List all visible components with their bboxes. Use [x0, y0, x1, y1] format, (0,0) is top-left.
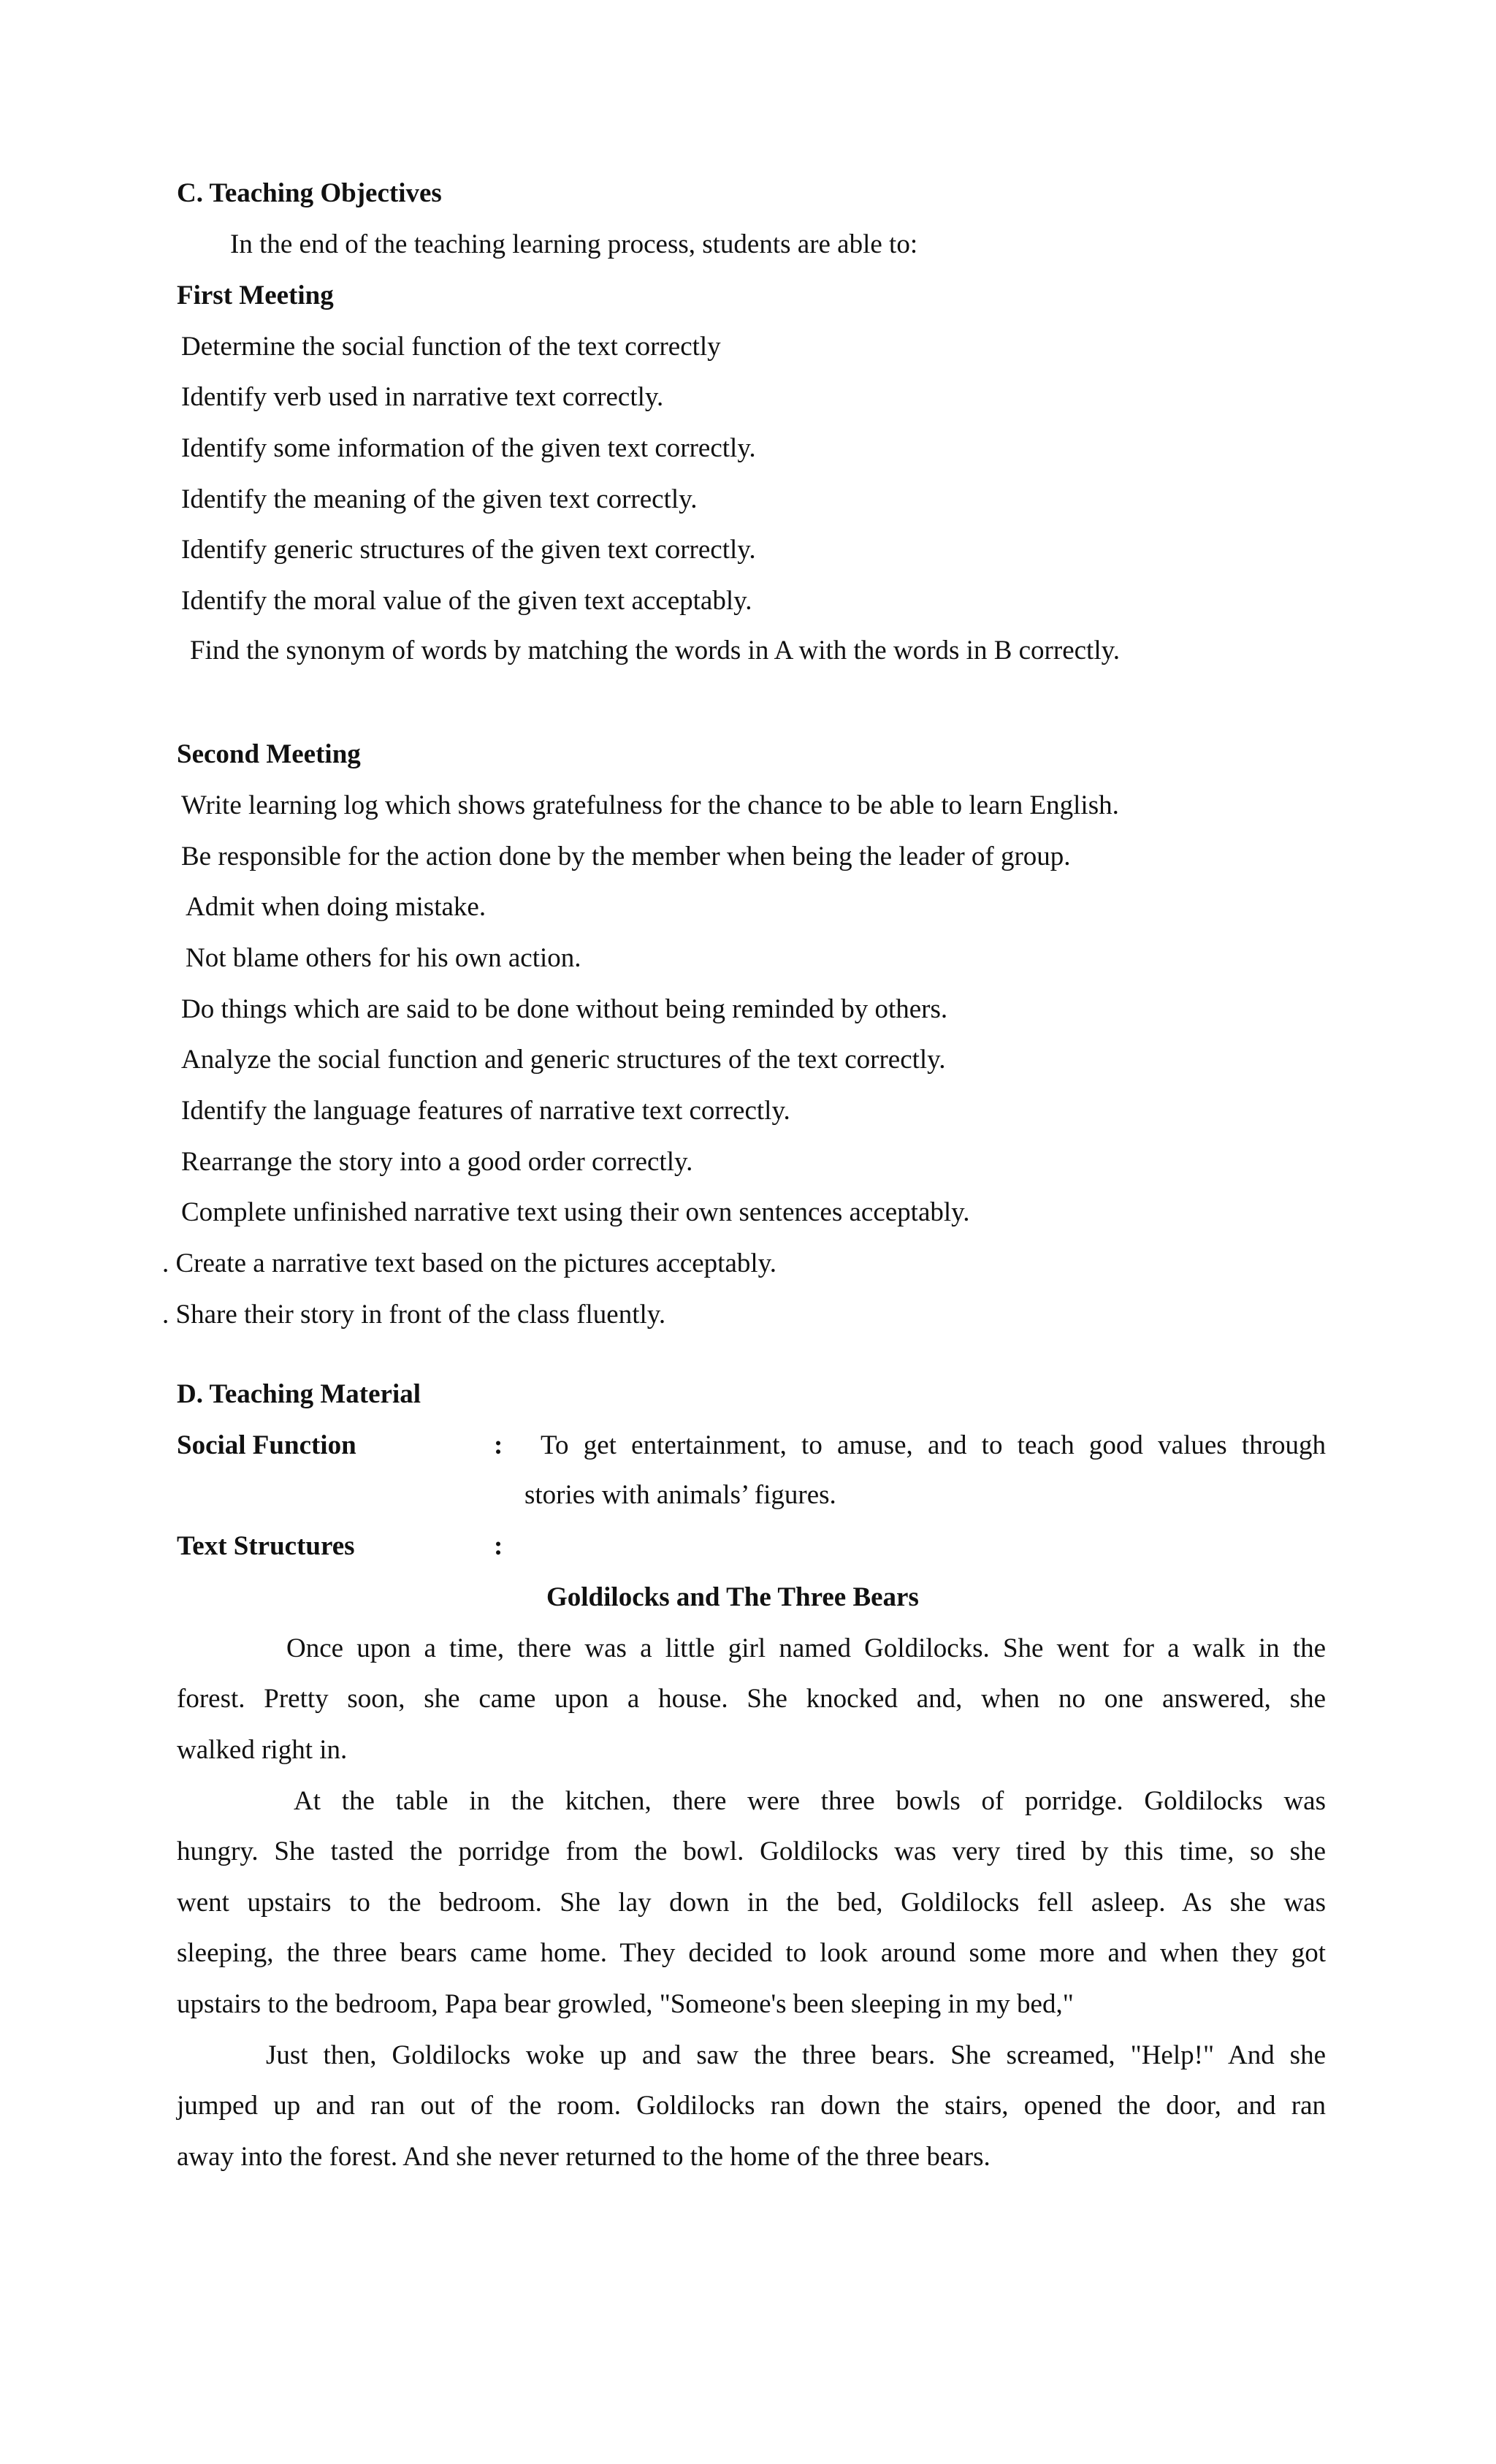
story-line: jumped up and ran out of the room. Goldilocks ran down the stairs, opened the door, and ran: [177, 2091, 1326, 2121]
objective-item: Determine the social function of the text correctly: [181, 332, 721, 362]
objective-item: Admit when doing mistake.: [186, 892, 486, 922]
objectives-intro: In the end of the teaching learning process, students are able to:: [230, 229, 918, 259]
story-line: hungry. She tasted the porridge from the bowl. Goldilocks was very tired by this time, so she: [177, 1836, 1326, 1866]
objective-item: Identify some information of the given text correctly.: [181, 433, 756, 463]
section-c-heading: C. Teaching Objectives: [177, 178, 442, 208]
objective-item: Be responsible for the action done by the member when being the leader of group.: [181, 842, 1071, 871]
first-meeting-title: First Meeting: [177, 281, 334, 310]
story-line: away into the forest. And she never returned to the home of the three bears.: [177, 2142, 991, 2172]
story-line: forest. Pretty soon, she came upon a house. She knocked and, when no one answered, she: [177, 1684, 1326, 1714]
story-title: Goldilocks and The Three Bears: [546, 1582, 919, 1612]
objective-item: Identify the moral value of the given text acceptably.: [181, 586, 752, 616]
objective-item: Identify the meaning of the given text correctly.: [181, 484, 698, 514]
story-line: Just then, Goldilocks woke up and saw the three bears. She screamed, "Help!" And she: [266, 2040, 1326, 2070]
objective-item: . Share their story in front of the class fluently.: [162, 1300, 666, 1330]
objective-item: Identify the language features of narrative text correctly.: [181, 1096, 790, 1126]
objective-item: Identify verb used in narrative text correctly.: [181, 382, 664, 412]
objective-item: Complete unfinished narrative text using their own sentences acceptably.: [181, 1197, 970, 1227]
second-meeting-title: Second Meeting: [177, 739, 361, 769]
social-function-colon: :: [494, 1430, 503, 1460]
story-line: Once upon a time, there was a little girl named Goldilocks. She went for a walk in the: [286, 1633, 1326, 1663]
objective-item: Identify generic structures of the given text correctly.: [181, 535, 756, 565]
objective-item: Do things which are said to be done without being reminded by others.: [181, 994, 948, 1024]
story-line: upstairs to the bedroom, Papa bear growled, "Someone's been sleeping in my bed,": [177, 1989, 1074, 2019]
objective-item: Write learning log which shows gratefulness for the chance to be able to learn English.: [181, 790, 1119, 820]
objective-item: Rearrange the story into a good order correctly.: [181, 1147, 693, 1177]
story-line: sleeping, the three bears came home. They decided to look around some more and when they got: [177, 1938, 1326, 1968]
text-structures-label: Text Structures: [177, 1531, 355, 1561]
objective-item: . Create a narrative text based on the pictures acceptably.: [162, 1248, 777, 1278]
objective-item: Find the synonym of words by matching the words in A with the words in B correctly.: [190, 636, 1120, 665]
objective-item: Not blame others for his own action.: [186, 943, 581, 973]
section-d-heading: D. Teaching Material: [177, 1379, 421, 1409]
social-function-text-cont: stories with animals’ figures.: [524, 1480, 836, 1510]
story-line: walked right in.: [177, 1735, 348, 1765]
social-function-label: Social Function: [177, 1430, 356, 1460]
social-function-text: To get entertainment, to amuse, and to teach good values through: [541, 1430, 1326, 1460]
story-line: went upstairs to the bedroom. She lay down in the bed, Goldilocks fell asleep. As she was: [177, 1888, 1326, 1918]
objective-item: Analyze the social function and generic structures of the text correctly.: [181, 1045, 946, 1075]
story-line: At the table in the kitchen, there were three bowls of porridge. Goldilocks was: [294, 1786, 1326, 1816]
text-structures-colon: :: [494, 1531, 503, 1561]
